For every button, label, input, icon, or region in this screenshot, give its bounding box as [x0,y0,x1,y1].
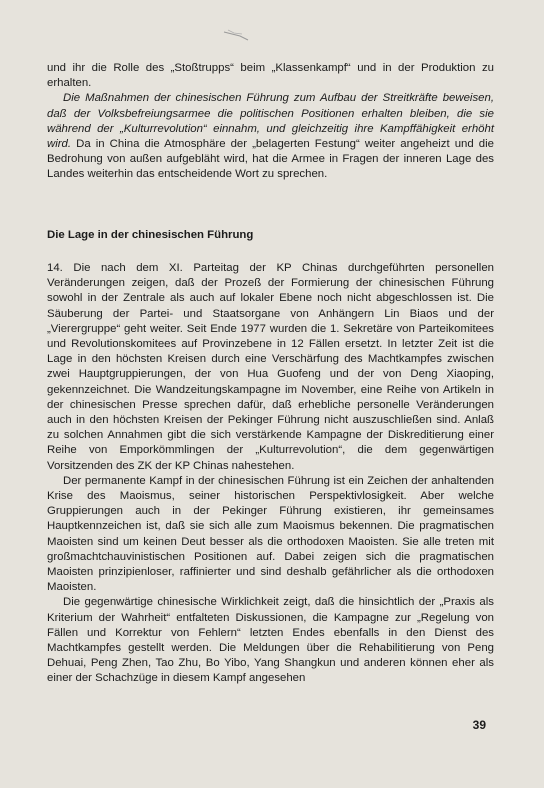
paragraph-14: 14. Die nach dem XI. Parteitag der KP Chinas durchgeführten personellen Veränderungen zeigen, daß der Prozeß der Formierung der chinesischen Führung sowohl in der Zentrale als auch auf lokaler Ebene noch nicht abgeschlossen ist. Die Säuberung der Partei- und Staatsorgane von Anhängern Lin Biaos und der „Vierergruppe“ geht weiter. Seit Ende 1977 wurden die 1. Sekretäre von Parteikomitees und Revolutionskomitees auf Provinzebene in 12 Fällen ersetzt. In letzter Zeit ist die Lage in den höchsten Kreisen durch eine Verschärfung des Machtkampfes zwischen zwei Hauptgruppierungen, der von Hua Guofeng und der von Deng Xiaoping, gekennzeichnet. Die Wandzeitungskampagne im November, eine Reihe von Artikeln in der chinesischen Presse sprechen dafür, daß erhebliche personelle Veränderungen auch in den höchsten Kreisen der Pekinger Führung nicht auszuschließen sind. Anlaß zu solchen Annahmen gibt die sich verstärkende Kampagne der Diskreditierung einer Reihe von Emporkömmlingen der „Kulturrevolution“, die dem gegenwärtigen Vorsitzenden des ZK der KP Chinas nahestehen. [47,262,494,472]
page-number: 39 [472,718,486,732]
paragraph-permanent-struggle: Der permanente Kampf in der chinesischen Führung ist ein Zeichen der anhaltenden Krise des Maoismus, seiner historischen Perspektivlosigkeit. Aber welche Gruppierungen auch in der Pekinger Führung existieren, ihr gemeinsames Hauptkennzeichen ist, daß sie sich alle zum Maoismus bekennen. Die pragmatischen Maoisten sind um keinen Deut besser als die orthodoxen Maoisten. Sie alle treten mit großmachtchauvinistischen Positionen auf. Dabei zeigen sich die pragmatischen Maoisten prinzipienloser, raffinierter und sind deshalb gefährlicher als die orthodoxen Maoisten. [47,474,494,594]
section-heading: Die Lage in der chinesischen Führung [47,229,254,241]
paragraph-current-reality: Die gegenwärtige chinesische Wirklichkeit zeigt, daß die hinsichtlich der „Praxis als Kriterium der Wahrheit“ entfalteten Diskussionen, die Kampagne zur „Regelung von Fällen und Korrektur von Fehlern“ letzten Endes ebenfalls in den Dienst des Machtkampfes gestellt werden. Die Meldungen über die Rehabilitierung von Peng Dehuai, Peng Zhen, Tao Zhu, Bo Yibo, Yang Shangkun und anderen können eher als einer der Schachzüge in diesem Kampf angesehen [47,596,494,685]
paragraph-armed-forces-rest: Da in China die Atmosphäre der „belagerten Festung“ weiter angeheizt und die Bedrohung von außen aufgebläht wird, hat die Armee in Fragen der inneren Lage des Landes weiterhin das entscheidende Wort zu sprechen. [47,138,494,181]
paragraph-production-role: und ihr die Rolle des „Stoßtrupps“ beim „Klassenkampf“ und in der Produktion zu erhalten. [47,62,494,90]
scan-smudge-mark [222,28,250,42]
text-block-main [47,261,494,687]
italic-emphasis: Die Maßnahmen der chinesischen Führung zum Aufbau der Streitkräfte beweisen, daß der Volksbefreiungsarmee die politischen Positionen erhalten bleiben, die sie während der „Kulturrevolution“ einnahm, und gleichzeitig ihre Kampffähigkeit erhöht wird. [47,92,494,151]
paragraph-armed-forces [47,91,494,182]
text-block-top [47,61,494,183]
